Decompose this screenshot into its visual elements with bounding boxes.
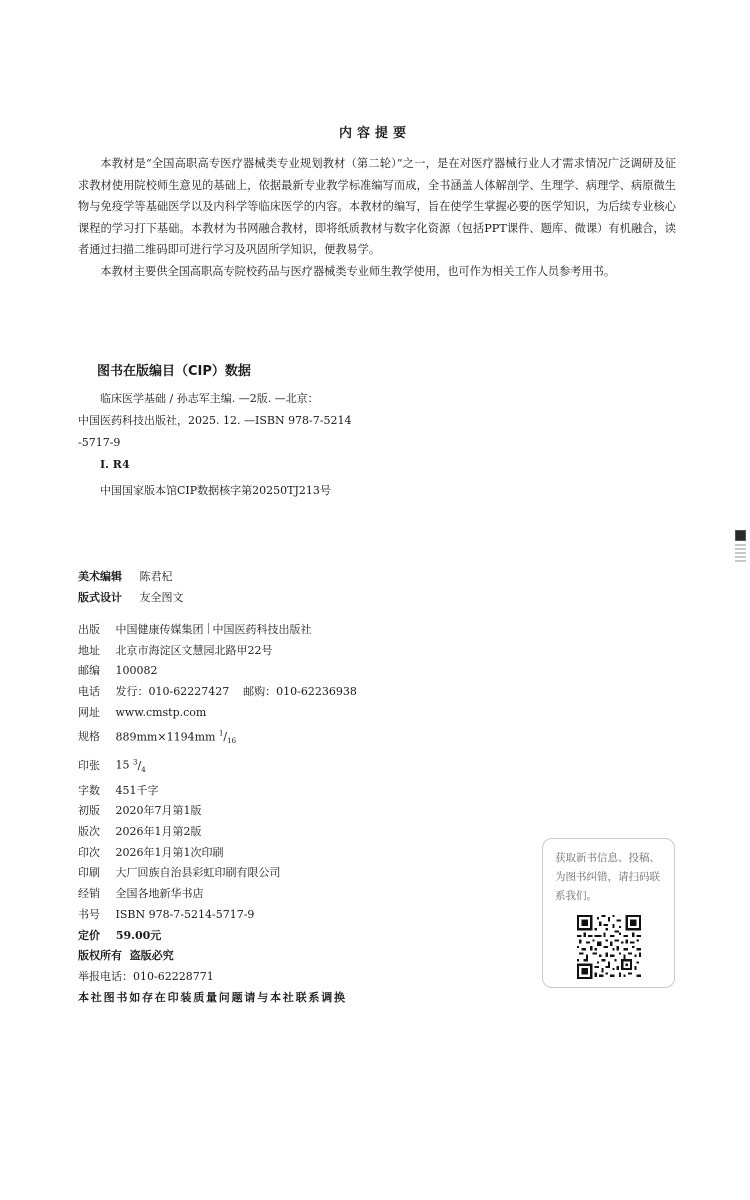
phone-row <box>78 682 357 703</box>
sheets-label: 印张 <box>78 758 100 772</box>
side-marker-text <box>735 544 746 562</box>
spec-label: 规格 <box>78 730 100 744</box>
spec-fraction-numerator: 1 <box>218 729 224 738</box>
printing-count-row <box>78 843 357 864</box>
first-edition-label: 初版 <box>78 804 100 818</box>
sheets-row <box>78 752 357 781</box>
printer-value: 大厂回族自治县彩虹印刷有限公司 <box>115 866 281 880</box>
layout-design-label: 版式设计 <box>78 590 122 604</box>
phone-value: 发行：010-62227427 邮购：010-62236938 <box>115 685 357 699</box>
price-label: 定价 <box>78 928 100 942</box>
cip-record <box>78 388 378 454</box>
address-value: 北京市海淀区文慧园北路甲22号 <box>115 643 273 657</box>
cip-line-2: 中国医药科技出版社，2025. 12. —ISBN 978-7-5214 <box>78 414 352 427</box>
words-label: 字数 <box>78 783 100 797</box>
spec-value: 889mm×1194mm <box>115 730 216 744</box>
website-row <box>78 703 357 724</box>
publishing-info <box>78 620 357 1008</box>
editors-block <box>78 567 184 608</box>
postcode-row <box>78 661 357 682</box>
summary-body <box>78 153 676 282</box>
postcode-value: 100082 <box>115 664 158 678</box>
printing-count-value: 2026年1月第1次印刷 <box>115 845 224 859</box>
cip-catalog-number: 中国国家版本馆CIP数据核字第20250TJ213号 <box>100 484 331 497</box>
price-row <box>78 926 357 947</box>
edition-row <box>78 822 357 843</box>
printer-label: 印刷 <box>78 866 100 880</box>
qr-contact-box <box>542 838 675 988</box>
sheets-fraction-numerator: 3 <box>133 758 138 767</box>
sheets-fraction-denominator: 4 <box>141 765 146 774</box>
publisher-name: 中国医药科技出版社 <box>212 623 312 636</box>
words-row <box>78 781 357 802</box>
phone-label: 电话 <box>78 685 100 699</box>
side-marker-block <box>735 530 746 541</box>
cip-heading: 图书在版编目（CIP）数据 <box>97 364 251 379</box>
printing-count-label: 印次 <box>78 845 100 859</box>
summary-paragraph-2: 本教材主要供全国高职高专院校药品与医疗器械类专业师生教学使用，也可作为相关工作人员参考用书。 <box>100 264 616 278</box>
cip-line-3: -5717-9 <box>78 436 121 449</box>
words-value: 451千字 <box>115 783 159 797</box>
website-value: www.cmstp.com <box>115 705 207 719</box>
address-label: 地址 <box>78 643 100 657</box>
copyright-notice: 版权所有 盗版必究 <box>78 949 174 963</box>
spec-fraction-denominator: 16 <box>227 737 237 746</box>
publisher-group: 中国健康传媒集团 <box>115 623 204 636</box>
cip-classification: Ⅰ. R4 <box>100 458 130 471</box>
distributor-label: 经销 <box>78 887 100 901</box>
art-editor-row <box>78 567 184 588</box>
price-value: 59.00元 <box>115 928 162 942</box>
layout-design-row <box>78 588 184 609</box>
postcode-label: 邮编 <box>78 664 100 678</box>
art-editor-label: 美术编辑 <box>78 570 122 583</box>
qr-code-icon[interactable] <box>577 915 641 979</box>
website-label: 网址 <box>78 705 100 719</box>
address-row <box>78 641 357 662</box>
sheets-fraction: $^3/_4$ <box>133 758 146 774</box>
edition-label: 版次 <box>78 825 100 839</box>
printer-row <box>78 863 357 884</box>
qr-contact-text: 获取新书信息、投稿、为图书纠错，请扫码联系我们。 <box>555 852 660 902</box>
edition-value: 2026年1月第2版 <box>115 825 202 839</box>
layout-design-name: 友全图文 <box>139 590 184 604</box>
cip-line-1: 临床医学基础 / 孙志军主编. —2版. —北京： <box>100 392 319 405</box>
distributor-value: 全国各地新华书店 <box>115 887 204 901</box>
isbn-label: 书号 <box>78 907 100 921</box>
report-phone: 举报电话：010-62228771 <box>78 969 214 983</box>
isbn-row <box>78 905 357 926</box>
first-edition-value: 2020年7月第1版 <box>115 804 202 818</box>
side-marker-icon <box>735 530 747 566</box>
sheets-whole: 15 <box>115 758 130 772</box>
summary-paragraph-1: 本教材是“全国高职高专医疗器械类专业规划教材（第二轮）”之一，是在对医疗器械行业人才需求情况广泛调研及征求教材使用院校师生意见的基础上，依据最新专业教学标准编写而成，全书涵盖人体解剖学、生理学、病理学、病原微生物与免疫学等基础医学以及内科学等临床医学的内容。本教材的编写，旨在使学生掌握必要的医学知识，为后续专业核心课程的学习打下基础。本教材为书网融合教材，即将纸质教材与数字化资源（包括PPT课件、题库、微课）有机融合，读者通过扫描二维码即可进行学习及巩固所学知识，便教易学。 <box>78 157 676 256</box>
publisher-divider <box>208 623 209 634</box>
spec-fraction: $^1/_{16}$ <box>218 729 237 746</box>
first-edition-row <box>78 801 357 822</box>
publisher-label: 出版 <box>78 623 100 636</box>
quality-notice: 本社图书如存在印装质量问题请与本社联系调换 <box>78 990 347 1004</box>
art-editor-name: 陈君杞 <box>139 570 173 583</box>
isbn-value: ISBN 978-7-5214-5717-9 <box>115 907 255 921</box>
summary-heading: 内容提要 <box>338 126 411 141</box>
publisher-row <box>78 620 357 641</box>
distributor-row <box>78 884 357 905</box>
spec-row <box>78 724 357 753</box>
